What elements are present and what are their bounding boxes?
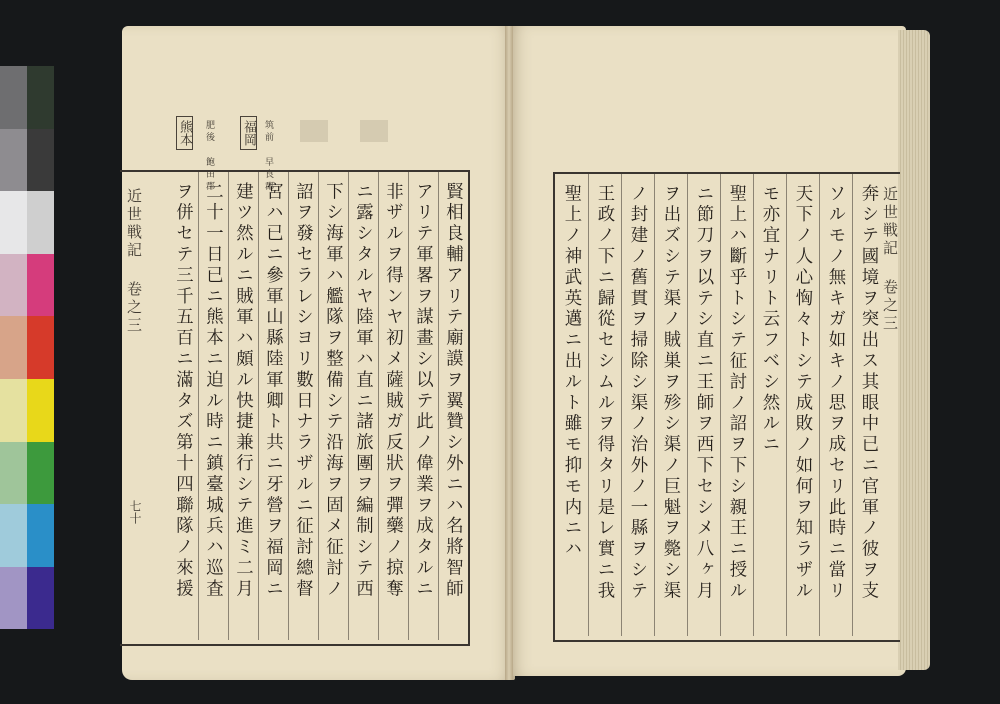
book-gutter xyxy=(505,26,513,680)
text-column: 非ザルヲ得ンヤ初メ薩賊ガ反狀ヲ彈藥ノ掠奪 xyxy=(382,182,403,600)
text-column: モ亦宜ナリト云フベシ然ルニ xyxy=(758,184,779,456)
column-rule xyxy=(438,172,439,640)
page-edges xyxy=(898,30,930,670)
column-rule xyxy=(588,174,589,636)
column-rule xyxy=(348,172,349,640)
column-rule xyxy=(654,174,655,636)
calibration-swatch xyxy=(0,129,27,192)
calibration-swatch xyxy=(27,442,54,505)
column-rule xyxy=(852,174,853,636)
column-rule xyxy=(621,174,622,636)
text-column: アリテ軍畧ヲ謀畫シ以テ此ノ偉業ヲ成タルニ xyxy=(412,182,433,600)
calibration-swatch xyxy=(0,442,27,505)
calibration-column-left xyxy=(0,66,27,630)
calibration-swatch xyxy=(0,316,27,379)
place-label-sub: 肥後 飽田郡 xyxy=(204,120,214,193)
column-rule xyxy=(786,174,787,636)
text-column: 聖上ハ斷乎トシテ征討ノ詔ヲ下シ親王ニ授ル xyxy=(725,184,746,602)
text-column: 王政ノ下ニ歸從セシムルヲ得タリ是レ實ニ我 xyxy=(593,184,614,602)
text-column: 詔ヲ發セラレシヨリ數日ナラザルニ征討總督 xyxy=(292,182,313,600)
column-rule xyxy=(819,174,820,636)
column-rule xyxy=(753,174,754,636)
left-margin-title: 近世戦記 卷之三 xyxy=(125,188,143,335)
calibration-column-right xyxy=(27,66,54,630)
column-rule xyxy=(198,172,199,640)
calibration-swatch xyxy=(0,254,27,317)
text-column: 建ツ然ルニ賊軍ハ頗ル快捷兼行シテ進ミ二月 xyxy=(232,182,253,600)
text-column: ヲ併セテ三千五百ニ滿タズ第十四聯隊ノ來援 xyxy=(172,182,193,600)
calibration-swatch xyxy=(0,191,27,254)
text-column: ニ節刀ヲ以テシ直ニ王師ヲ西下セシメ八ヶ月 xyxy=(692,184,713,602)
calibration-swatch xyxy=(27,316,54,379)
calibration-swatch xyxy=(27,129,54,192)
text-column: 奔シテ國境ヲ突出ス其眼中已ニ官軍ノ彼ヲ支 xyxy=(857,184,878,602)
text-column: 下シ海軍ハ艦隊ヲ整備シテ沿海ヲ固メ征討ノ xyxy=(322,182,343,600)
calibration-swatch xyxy=(27,379,54,442)
place-label-main: 熊本 xyxy=(177,120,192,146)
column-rule xyxy=(288,172,289,640)
text-column: 二十一日已ニ熊本ニ迫ル時ニ鎮臺城兵ハ巡査 xyxy=(202,182,223,600)
text-column: ソルモノ無キガ如キノ思ヲ成セリ此時ニ當リ xyxy=(824,184,845,602)
column-rule xyxy=(408,172,409,640)
right-margin-title: 近世戦記 卷之三 xyxy=(881,186,899,333)
calibration-swatch xyxy=(27,504,54,567)
bleed-through-mark xyxy=(300,120,328,142)
place-label-sub: 筑前 早良郡 xyxy=(263,120,273,193)
calibration-swatch xyxy=(0,567,27,630)
calibration-swatch xyxy=(27,191,54,254)
calibration-swatch xyxy=(27,567,54,630)
calibration-swatch xyxy=(0,66,27,129)
column-rule xyxy=(687,174,688,636)
column-rule xyxy=(318,172,319,640)
text-column: ノ封建ノ舊貫ヲ掃除シ渠ノ治外ノ一縣ヲシテ xyxy=(626,184,647,602)
calibration-swatch xyxy=(27,66,54,129)
text-column: ヲ出ズシテ渠ノ賊巣ヲ殄シ渠ノ巨魁ヲ斃シ渠 xyxy=(659,184,680,602)
text-column: 宮ハ已ニ參軍山縣陸軍卿ト共ニ牙營ヲ福岡ニ xyxy=(262,182,283,600)
calibration-swatch xyxy=(0,504,27,567)
bleed-through-mark xyxy=(360,120,388,142)
place-label-main: 福岡 xyxy=(241,120,256,146)
place-label-kumamoto xyxy=(176,116,193,150)
folio-number: 七十 xyxy=(128,500,142,524)
place-label-fukuoka xyxy=(240,116,257,150)
column-rule xyxy=(258,172,259,640)
column-rule xyxy=(720,174,721,636)
column-rule xyxy=(228,172,229,640)
text-column: 聖上ノ神武英邁ニ出ルト雖モ抑モ内ニハ xyxy=(560,184,581,561)
calibration-swatch xyxy=(27,254,54,317)
text-column: 賢相良輔アリテ廟謨ヲ翼贊シ外ニハ名將智師 xyxy=(442,182,463,600)
column-rule xyxy=(378,172,379,640)
calibration-swatch xyxy=(0,379,27,442)
color-calibration-strip xyxy=(0,66,54,630)
text-column: ニ露シタルヤ陸軍ハ直ニ諸旅團ヲ編制シテ西 xyxy=(352,182,373,600)
text-column: 天下ノ人心恟々トシテ成敗ノ如何ヲ知ラザル xyxy=(791,184,812,602)
